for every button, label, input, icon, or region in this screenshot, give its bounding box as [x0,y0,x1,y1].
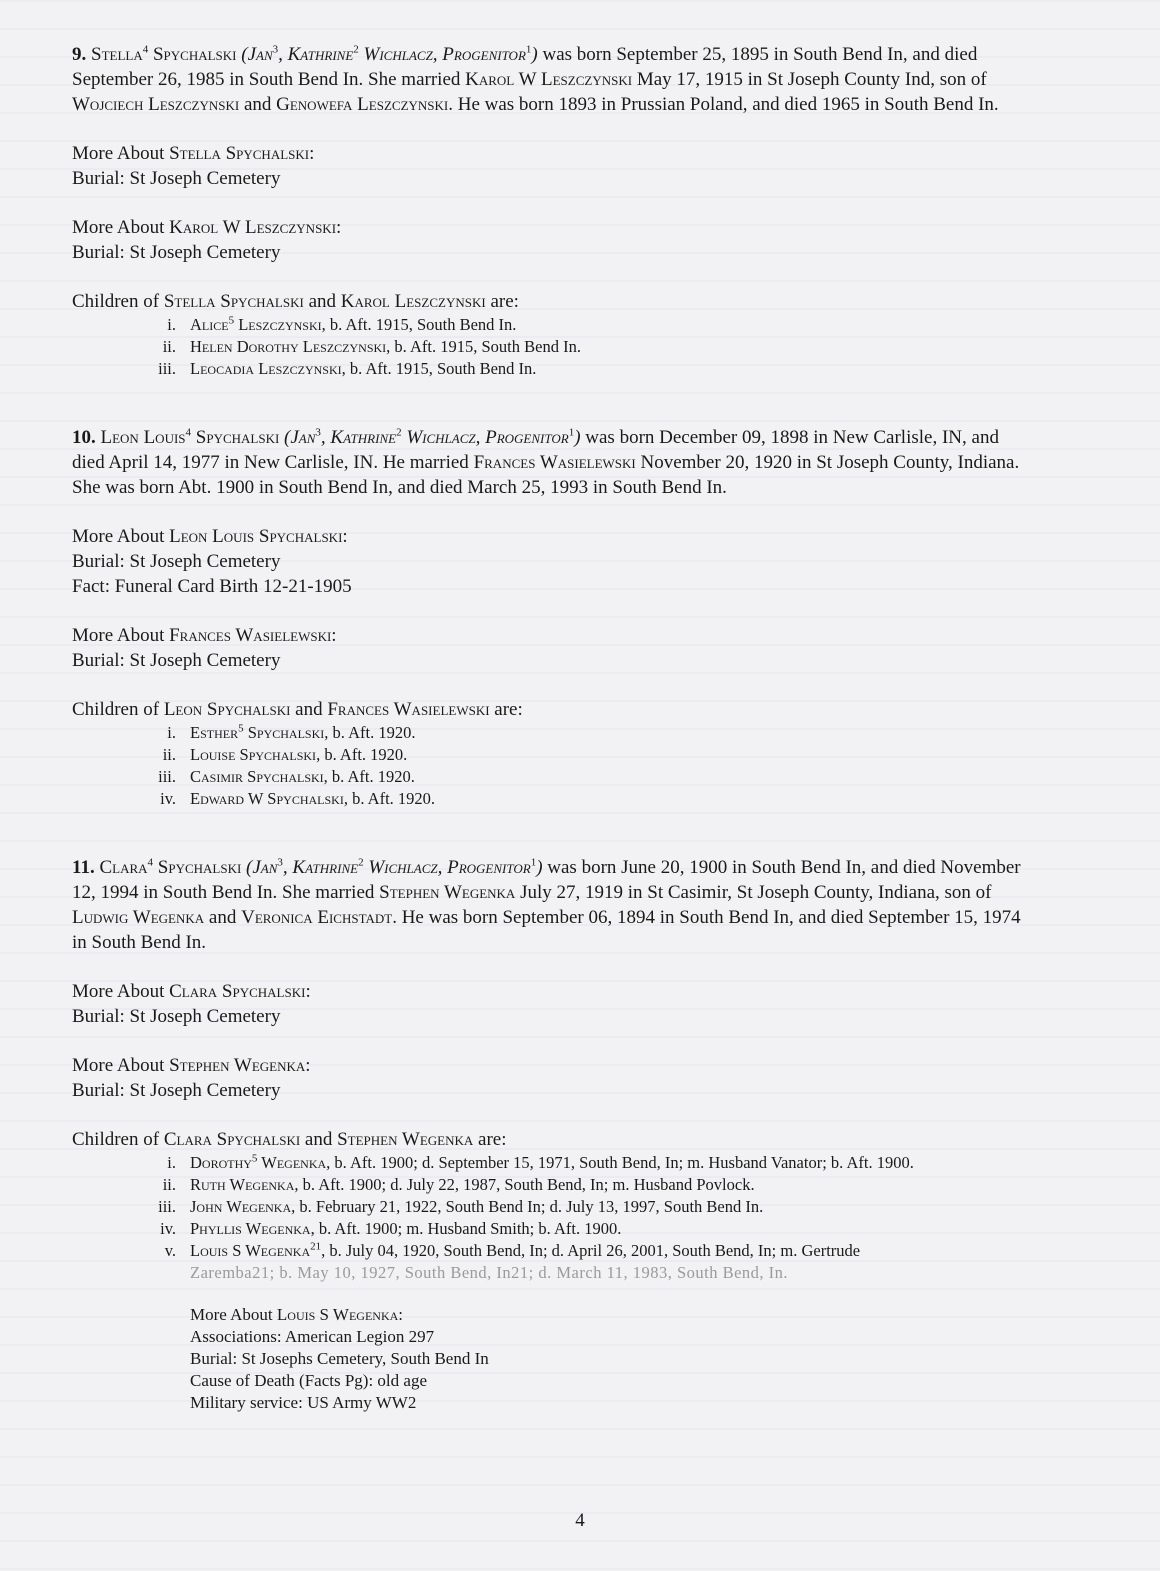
child-generation: 5 [228,314,235,327]
roman-numeral: v. [164,1241,176,1260]
entry-paragraph [72,425,1032,500]
child-surname: Spychalski [243,723,325,742]
roman-numeral: ii. [162,337,176,356]
lineage-part: Jan [252,857,278,878]
child-generation: 5 [238,722,244,735]
roman-numeral: iii. [158,767,176,786]
children-intro-text: Children of [72,1129,164,1150]
person-surname: Spychalski [157,857,242,878]
parent-name: Genowefa Leszczynski [276,94,449,115]
children-intro-text: and [303,291,341,312]
more-about-heading [190,1304,1032,1326]
more-about-name: Stephen Wegenka [169,1055,306,1076]
child-citation: 21 [310,1240,322,1253]
child-item [72,1196,1032,1218]
fact-line: Burial: St Joseph Cemetery [72,242,281,263]
lineage-close: ) [574,427,581,448]
more-about-name: Leon Louis Spychalski [169,526,343,547]
more-about-label: More About [190,1305,277,1324]
child-item [72,358,1032,380]
bio-text: November 20, 1920 in St Joseph County, Indiana. She was born Abt. 1900 in South Bend In, and died March 25, 1993 in South Bend In. [72,452,1020,498]
entry-number: 9. [72,44,87,65]
children-intro-text: Children of [72,291,164,312]
more-about-label: More About [72,625,170,646]
person-given-name: Clara [99,857,148,878]
children-list [72,1152,1032,1284]
page-number: 4 [575,1510,585,1531]
person-surname: Spychalski [152,44,237,65]
more-about-name: Karol W Leszczynski [169,217,337,238]
fact-line: Associations: American Legion 297 [190,1327,435,1346]
fact-line: Burial: St Josephs Cemetery, South Bend In [190,1349,489,1368]
child-details: , b. Aft. 1900; d. July 22, 1987, South Bend, In; m. Husband Povlock. [294,1175,755,1194]
spouse-name: Frances Wasielewski [473,452,636,473]
lineage-sup: 1 [530,856,537,869]
children-parent: Karol Leszczynski [340,291,486,312]
entry-leon-louis-spychalski [72,425,1032,810]
more-about-name: Stella Spychalski [169,143,310,164]
roman-numeral: i. [167,315,176,334]
more-about-name: Frances Wasielewski [169,625,332,646]
children-parent: Frances Wasielewski [327,699,490,720]
more-about-heading [72,141,1032,166]
child-item [72,336,1032,358]
spouse-name: Stephen Wegenka [379,882,516,903]
child-item [72,788,1032,810]
child-details: , b. Aft. 1915, South Bend In. [341,359,537,378]
more-about-heading [72,623,1032,648]
lineage-close: ) [531,44,538,65]
generation-number: 4 [185,426,192,439]
roman-numeral: ii. [162,745,176,764]
lineage-open: ( [241,857,253,878]
child-name: Ruth Wegenka [190,1175,295,1194]
lineage-sup: 2 [353,43,359,56]
spouse-name: Karol W Leszczynski [465,69,633,90]
child-details: , b. Aft. 1915, South Bend In. [386,337,581,356]
entry-paragraph [72,855,1032,955]
children-parent: Leon Spychalski [163,699,291,720]
roman-numeral: i. [167,723,176,742]
roman-numeral: ii. [162,1175,176,1194]
more-about-heading [72,1053,1032,1078]
child-item [72,1240,1032,1284]
roman-numeral: iii. [158,1197,176,1216]
child-name: Phyllis Wegenka [190,1219,311,1238]
child-more-about [72,1304,1032,1414]
child-name: Louise Spychalski [190,745,317,764]
children-parent: Stella Spychalski [163,291,304,312]
lineage-part: Wichlacz, Progenitor [358,44,526,65]
more-about-colon: : [336,217,342,238]
lineage-sup: 3 [277,856,283,869]
child-item [72,722,1032,744]
fact-line: Cause of Death (Facts Pg): old age [190,1371,427,1390]
child-name: Alice [190,315,229,334]
child-surname: Leszczynski [234,315,322,334]
generation-number: 4 [147,856,154,869]
more-about-colon: : [305,981,311,1002]
children-intro-text: are: [485,291,519,312]
children-intro-text: are: [489,699,523,720]
more-about-label: More About [72,1055,170,1076]
more-about-name: Louis S Wegenka [276,1305,399,1324]
children-intro [72,289,1032,314]
fact-line: Military service: US Army WW2 [190,1393,417,1412]
child-name: Esther [190,723,239,742]
roman-numeral: iv. [160,789,176,808]
fact-line: Burial: St Joseph Cemetery [72,551,281,572]
bio-text: and [239,94,277,115]
child-details: , b. Aft. 1920. [316,745,408,764]
child-name: Helen Dorothy Leszczynski [190,337,387,356]
more-about-heading [72,215,1032,240]
lineage-open: ( [279,427,291,448]
child-item [72,1174,1032,1196]
children-parent: Clara Spychalski [163,1129,301,1150]
child-name: Edward W Spychalski [190,789,344,808]
child-item [72,314,1032,336]
child-item [72,744,1032,766]
bio-text: . He was born 1893 in Prussian Poland, and died 1965 in South Bend In. [448,94,999,115]
parent-name: Ludwig Wegenka [72,907,205,928]
child-details: , b. Aft. 1920. [343,789,436,808]
bio-text: was born September 25, 1895 in South Bend In, and died September 26, 1985 in South Bend In. She married [72,44,978,90]
roman-numeral: iv. [160,1219,176,1238]
roman-numeral: iii. [158,359,176,378]
fact-line: Burial: St Joseph Cemetery [72,1006,281,1027]
lineage-part: Wichlacz, Progenitor [401,427,569,448]
entry-number: 10. [72,427,96,448]
more-about-label: More About [72,981,170,1002]
children-list [72,722,1032,810]
children-parent: Stephen Wegenka [337,1129,474,1150]
person-surname: Spychalski [195,427,280,448]
lineage-sup: 3 [272,43,279,56]
roman-numeral: i. [167,1153,176,1172]
more-about-name: Clara Spychalski [169,981,306,1002]
person-given-name: Stella [91,44,143,65]
lineage-sup: 2 [396,426,402,439]
entry-stella-spychalski [72,42,1032,380]
lineage-part: Wichlacz, Progenitor [363,857,531,878]
more-about-colon: : [342,526,348,547]
more-about-colon: : [305,1055,311,1076]
more-about-colon: : [398,1305,404,1324]
child-name: Leocadia Leszczynski [190,359,342,378]
fact-line: Burial: St Joseph Cemetery [72,168,281,189]
more-about-colon: : [331,625,337,646]
child-item [72,1152,1032,1174]
more-about-heading [72,524,1032,549]
entry-paragraph [72,42,1032,117]
more-about-colon: : [309,143,315,164]
lineage-close: ) [536,857,543,878]
child-generation: 5 [251,1152,258,1165]
child-item [72,766,1032,788]
entry-clara-spychalski [72,855,1032,1414]
bio-text: . He was born September 06, 1894 in South Bend In, and died September 15, 1974 in South Bend In. [72,907,1021,953]
children-intro-text: are: [473,1129,507,1150]
more-about-label: More About [72,526,170,547]
parent-name: Wojciech Leszczynski [72,94,240,115]
children-intro-text: Children of [72,699,164,720]
fact-line: Burial: St Joseph Cemetery [72,1080,281,1101]
lineage-sup: 1 [525,43,532,56]
children-intro [72,697,1032,722]
bio-text: May 17, 1915 in St Joseph County Ind, son of [632,69,987,90]
generation-number: 4 [142,43,149,56]
bio-text: July 27, 1919 in St Casimir, St Joseph County, Indiana, son of [515,882,992,903]
child-faded-line: Zaremba21; b. May 10, 1927, South Bend, In21; d. March 11, 1983, South Bend, In. [190,1263,789,1282]
lineage-part: Jan [247,44,273,65]
bio-text: and [204,907,242,928]
lineage-part: , Kathrine [278,44,354,65]
fact-line: Burial: St Joseph Cemetery [72,650,281,671]
child-name: John Wegenka [190,1197,292,1216]
child-details: , b. July 04, 1920, South Bend, In; d. April 26, 2001, South Bend, In; m. Gertrude [321,1241,861,1260]
child-name: Dorothy [190,1153,252,1172]
children-intro [72,1127,1032,1152]
lineage-part: , Kathrine [320,427,397,448]
bio-text: was born June 20, 1900 in South Bend In, and died November 12, 1994 in South Bend In. She married [72,857,1021,903]
person-given-name: Leon Louis [100,427,186,448]
parent-name: Veronica Eichstadt [241,907,393,928]
children-intro-text: and [290,699,328,720]
child-item [72,1218,1032,1240]
child-details: , b. Aft. 1920. [324,723,416,742]
lineage-sup: 3 [315,426,321,439]
lineage-part: , Kathrine [282,857,359,878]
child-name: Louis S Wegenka [190,1241,311,1260]
children-list [72,314,1032,380]
child-details: , b. Aft. 1900; d. September 15, 1971, South Bend, In; m. Husband Vanator; b. Aft. 1900. [326,1153,914,1172]
lineage-sup: 2 [358,856,364,869]
more-about-label: More About [72,143,170,164]
more-about-heading [72,979,1032,1004]
child-name: Casimir Spychalski [190,767,324,786]
child-details: , b. February 21, 1922, South Bend In; d. July 13, 1997, South Bend In. [291,1197,764,1216]
entry-number: 11. [72,857,95,878]
lineage-part: Jan [290,427,316,448]
genealogy-page [72,42,1032,1414]
child-details: , b. Aft. 1900; m. Husband Smith; b. Aft. 1900. [310,1219,622,1238]
lineage-sup: 1 [568,426,575,439]
child-surname: Wegenka [257,1153,327,1172]
child-details: , b. Aft. 1920. [323,767,415,786]
bio-text: was born December 09, 1898 in New Carlisle, IN, and died April 14, 1977 in New Carlisle, IN. He married [72,427,999,473]
fact-line: Fact: Funeral Card Birth 12-21-1905 [72,576,352,597]
more-about-label: More About [72,217,170,238]
lineage-open: ( [236,44,248,65]
children-intro-text: and [300,1129,338,1150]
child-details: , b. Aft. 1915, South Bend In. [321,315,517,334]
